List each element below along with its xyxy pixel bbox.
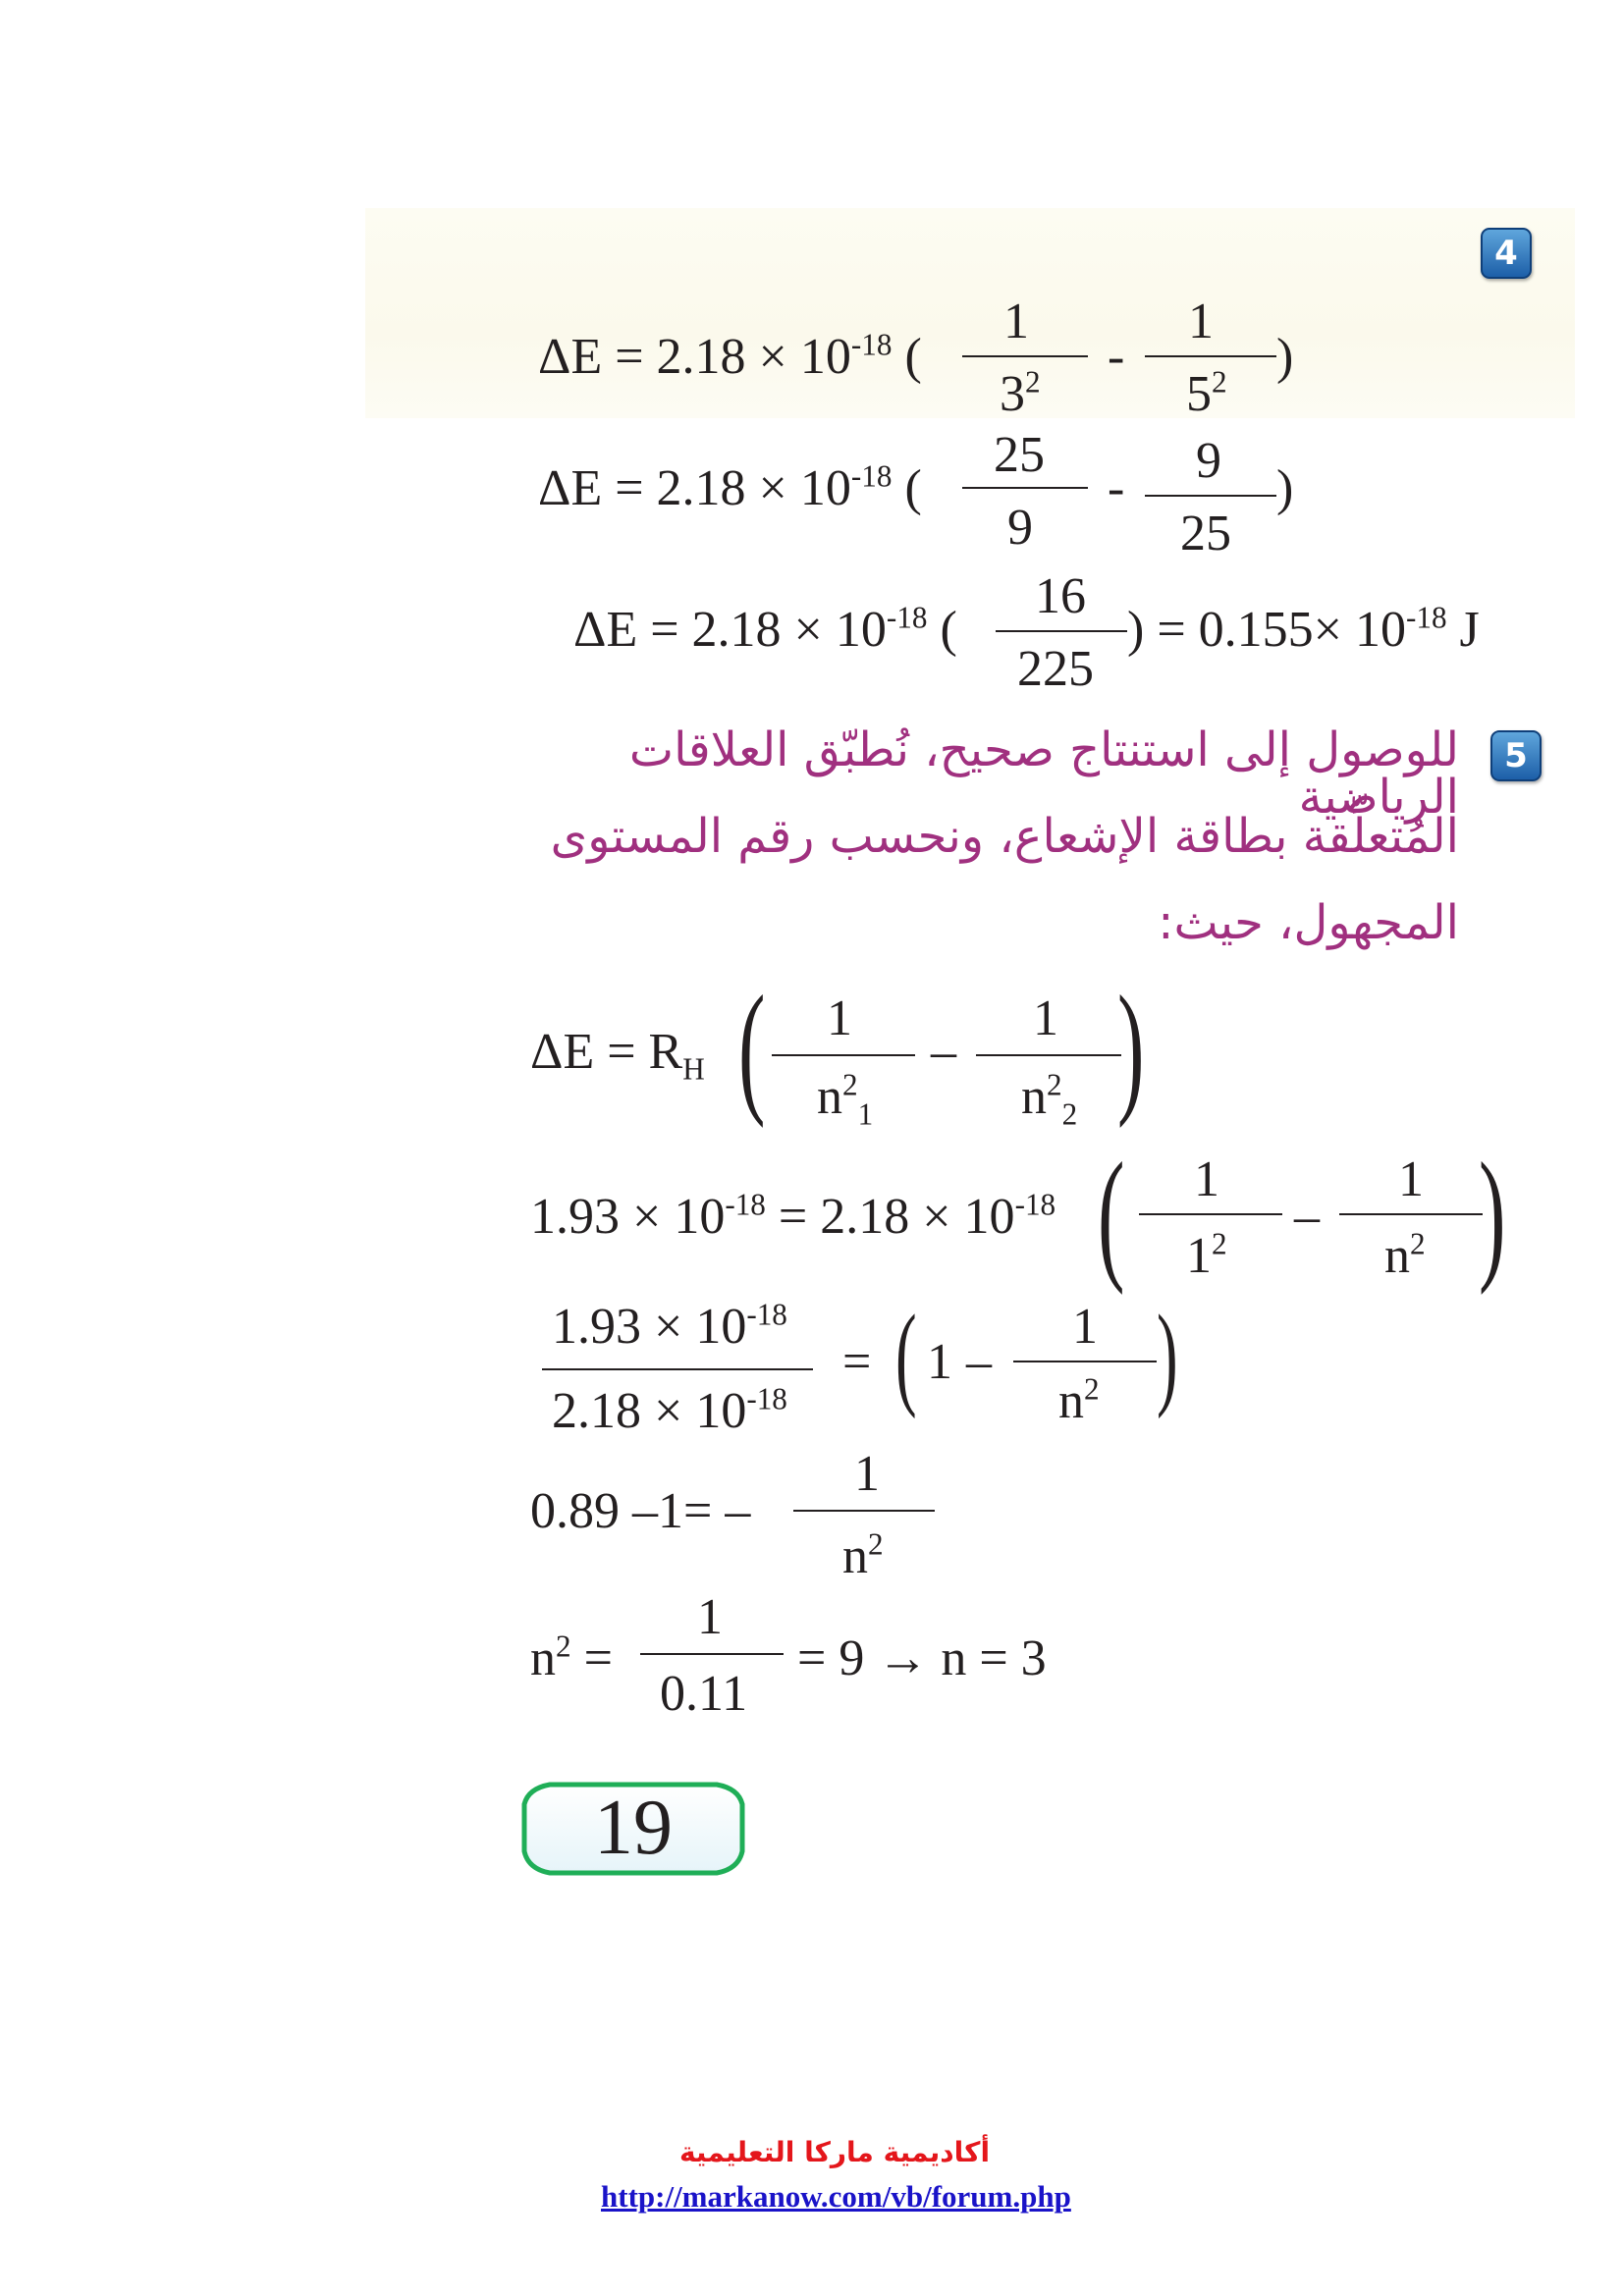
q5-eq5-num: 1 — [697, 1589, 723, 1645]
q5-eq2-den1: $1^2$ — [1186, 1226, 1227, 1284]
q5-eq1-num2: 1 — [1033, 990, 1058, 1046]
q4-line3-den: 225 — [1017, 641, 1094, 697]
q5-text-line2: المُتعلِّقة بطاقة الإشعاع، ونحسب رقم المستوى — [550, 809, 1459, 864]
question-5-badge: 5 — [1490, 730, 1542, 781]
q5-eq3-close-paren: ) — [1157, 1291, 1178, 1419]
q4-line1-f2-num: 1 — [1188, 294, 1214, 349]
q4-line2-minus: - — [1108, 460, 1125, 516]
footer-forum-link[interactable]: http://markanow.com/vb/forum.php — [601, 2179, 1071, 2214]
q4-line1-f1-num: 1 — [1003, 294, 1029, 349]
q5-eq3-open-paren: ( — [895, 1291, 917, 1419]
q5-eq1-bar2 — [976, 1054, 1121, 1056]
question-4-badge: 4 — [1481, 228, 1532, 279]
q4-line2-f1-bar — [962, 487, 1088, 489]
q5-eq2-bar1 — [1139, 1213, 1282, 1215]
q5-eq2-num2: 1 — [1398, 1151, 1424, 1207]
q5-eq2-close-paren: ) — [1479, 1133, 1506, 1296]
page-number: 19 — [594, 1785, 673, 1871]
q5-text-line3: المجهول، حيث: — [1158, 895, 1459, 950]
q5-eq3-minus: – — [966, 1334, 992, 1390]
q5-eq2-minus: – — [1294, 1189, 1320, 1245]
header-band — [365, 208, 1575, 422]
q5-eq5-bar — [640, 1653, 784, 1655]
q4-line1-f2-den: $5^2$ — [1186, 364, 1227, 422]
q4-line3-lhs: $\Delta E = 2.18 \times 10^{-18}$ ( — [573, 600, 957, 658]
q4-line2-f2-bar — [1145, 495, 1276, 497]
q5-eq1-close-paren: ) — [1117, 966, 1145, 1129]
q4-line3-result: ) = $0.155\times 10^{-18}$ J — [1127, 600, 1480, 658]
q5-eq4-bar — [793, 1510, 935, 1512]
q5-eq3-den: $2.18 \times 10^{-18}$ — [552, 1381, 787, 1439]
q5-eq1-den1: $n^2_1$ — [817, 1067, 874, 1132]
q5-eq4-den: $n^2$ — [842, 1526, 884, 1584]
q4-line1-lhs — [538, 327, 922, 385]
q5-eq2-open-paren: ( — [1098, 1133, 1125, 1296]
q4-line2-close-paren: ) — [1276, 460, 1294, 516]
q4-line3-num: 16 — [1035, 568, 1086, 624]
q5-eq3-equals: = — [842, 1334, 872, 1390]
q4-line1-lhs-text: ΔE = 2.18 × 10 — [538, 329, 851, 385]
q5-eq1-num1: 1 — [827, 990, 852, 1046]
q5-eq5-lhs: $n^2$ = — [530, 1629, 613, 1686]
q5-eq5-rhs: = 9 → n = 3 — [797, 1630, 1047, 1686]
q4-line2-lhs: $\Delta E = 2.18 \times 10^{-18}$ ( — [538, 458, 922, 516]
q5-eq3-one: 1 — [927, 1334, 952, 1390]
q5-eq3-fnum: 1 — [1072, 1299, 1098, 1355]
q4-line1-f1-bar — [962, 355, 1088, 357]
q4-line3-bar — [996, 630, 1127, 632]
q5-eq4-lhs: 0.89 –1= – — [530, 1483, 751, 1539]
q5-eq2-num1: 1 — [1194, 1151, 1219, 1207]
q5-eq5-den: 0.11 — [660, 1666, 748, 1722]
q4-line1-f1-den: $3^2$ — [1000, 364, 1041, 422]
q5-eq3-fbar — [1013, 1361, 1157, 1362]
q4-line2-f2-den: 25 — [1180, 506, 1231, 561]
q4-line1-minus: - — [1108, 329, 1125, 385]
q4-line1-exponent: -18 — [850, 327, 893, 362]
q5-eq1-den2: $n^2_2$ — [1021, 1067, 1078, 1132]
q4-line2-f2-num: 9 — [1196, 433, 1221, 489]
q5-eq1-minus: – — [931, 1024, 956, 1080]
q5-eq3-fden: $n^2$ — [1058, 1371, 1100, 1429]
footer-academy-name: أكاديمية ماركا التعليمية — [678, 2136, 991, 2168]
q4-line1-f2-bar — [1145, 355, 1276, 357]
q5-eq1-bar1 — [772, 1054, 915, 1056]
q4-line2-f1-den: 9 — [1007, 500, 1033, 556]
q5-eq3-bar — [542, 1368, 813, 1370]
q4-line1-close-paren: ) — [1276, 329, 1294, 385]
q5-text-line1: للوصول إلى استنتاج صحيح، نُطبّق العلاقات الرياضية — [628, 722, 1459, 825]
q5-eq2-lhs: $1.93 \times 10^{-18} = 2.18 \times 10^{-18}$ — [530, 1187, 1056, 1245]
q5-eq1-open-paren: ( — [738, 966, 766, 1129]
q4-line2-f1-num: 25 — [994, 427, 1045, 483]
q4-line1-open-paren: ( — [904, 329, 922, 385]
q5-eq1-lhs: $\Delta E = R_H$ — [530, 1024, 705, 1087]
q5-eq2-den2: $n^2$ — [1384, 1226, 1426, 1284]
q5-eq4-num: 1 — [854, 1446, 880, 1502]
q5-eq3-num: $1.93 \times 10^{-18}$ — [552, 1297, 787, 1355]
q5-eq2-bar2 — [1339, 1213, 1483, 1215]
